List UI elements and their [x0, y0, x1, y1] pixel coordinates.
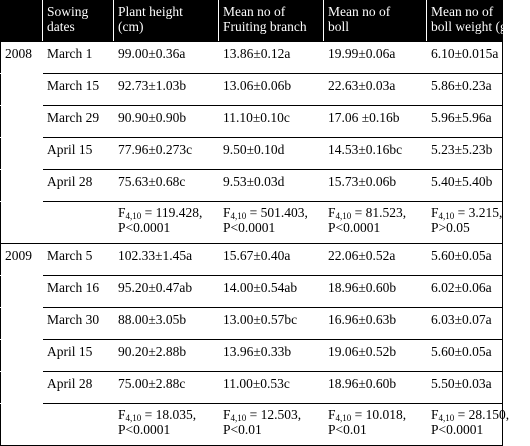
statistics-row	[1, 202, 503, 244]
anova-stat-cell	[114, 404, 219, 446]
table-row	[1, 372, 503, 404]
degrees-of-freedom: 4,10	[125, 413, 142, 423]
sowing-date-cell: March 15	[43, 74, 114, 106]
statistics-row	[1, 404, 503, 446]
boll-weight-cell: 5.96±5.96a	[427, 106, 503, 138]
sowing-date-cell: March 30	[43, 308, 114, 340]
header-fruiting-branch-line2: Fruiting branch	[223, 19, 307, 34]
degrees-of-freedom: 4,10	[125, 211, 142, 221]
boll-cell: 14.53±0.16bc	[324, 138, 427, 170]
anova-stat-cell	[219, 404, 324, 446]
fruiting-branch-cell: 11.10±0.10c	[219, 106, 324, 138]
fruiting-branch-cell: 13.06±0.06b	[219, 74, 324, 106]
f-symbol: F	[223, 205, 231, 220]
f-value: = 10.018,	[351, 407, 407, 422]
header-boll-line2: boll	[328, 19, 350, 34]
anova-stat-cell	[324, 202, 427, 244]
sowing-date-cell: March 1	[43, 42, 114, 74]
year-cell	[1, 372, 43, 404]
header-sowing-dates	[43, 1, 114, 42]
plant-height-cell: 90.90±0.90b	[114, 106, 219, 138]
plant-height-cell: 95.20±0.47ab	[114, 276, 219, 308]
header-sowing-dates-line2: dates	[47, 19, 75, 34]
plant-height-cell: 92.73±1.03b	[114, 74, 219, 106]
year-cell	[1, 170, 43, 202]
sowing-date-cell: March 5	[43, 244, 114, 276]
year-cell	[1, 138, 43, 170]
header-plant-height-line2: (cm)	[118, 19, 144, 34]
boll-cell: 16.96±0.63b	[324, 308, 427, 340]
f-symbol: F	[431, 205, 439, 220]
header-boll-line1: Mean no of	[328, 4, 391, 19]
degrees-of-freedom: 4,10	[335, 413, 352, 423]
table-row	[1, 340, 503, 372]
f-value: = 3.215,	[454, 205, 503, 220]
fruiting-branch-cell: 15.67±0.40a	[219, 244, 324, 276]
f-symbol: F	[223, 407, 231, 422]
fruiting-branch-cell: 13.00±0.57bc	[219, 308, 324, 340]
table-header-row	[1, 1, 503, 42]
degrees-of-freedom: 4,10	[335, 211, 352, 221]
p-value: P<0.0001	[328, 220, 381, 235]
p-value: P<0.0001	[118, 220, 171, 235]
boll-weight-cell: 5.40±5.40b	[427, 170, 503, 202]
p-value: P<0.01	[328, 422, 367, 437]
header-plant-height	[114, 1, 219, 42]
year-cell	[1, 202, 43, 244]
boll-cell: 18.96±0.60b	[324, 276, 427, 308]
fruiting-branch-cell: 14.00±0.54ab	[219, 276, 324, 308]
anova-stat-cell	[324, 404, 427, 446]
f-symbol: F	[431, 407, 439, 422]
degrees-of-freedom: 4,10	[230, 413, 247, 423]
table-row	[1, 276, 503, 308]
year-cell	[1, 404, 43, 446]
boll-weight-cell: 5.86±0.23a	[427, 74, 503, 106]
plant-height-cell: 99.00±0.36a	[114, 42, 219, 74]
sowing-date-cell: April 28	[43, 372, 114, 404]
plant-height-cell: 88.00±3.05b	[114, 308, 219, 340]
boll-weight-cell: 5.50±0.03a	[427, 372, 503, 404]
boll-cell: 17.06 ±0.16b	[324, 106, 427, 138]
boll-cell: 19.06±0.52b	[324, 340, 427, 372]
boll-weight-cell: 6.02±0.06a	[427, 276, 503, 308]
sowing-date-cell: April 15	[43, 138, 114, 170]
f-symbol: F	[328, 407, 336, 422]
year-cell	[1, 276, 43, 308]
boll-cell: 18.96±0.60b	[324, 372, 427, 404]
boll-weight-cell: 5.60±0.05a	[427, 244, 503, 276]
header-fruiting-branch-line1: Mean no of	[223, 4, 286, 19]
boll-cell: 22.06±0.52a	[324, 244, 427, 276]
table-row	[1, 42, 503, 74]
year-cell: 2008	[1, 42, 43, 74]
anova-stat-cell	[427, 404, 510, 446]
p-value: P<0.0001	[431, 422, 484, 437]
boll-cell: 19.99±0.06a	[324, 42, 427, 74]
sowing-date-cell: April 15	[43, 340, 114, 372]
table-row	[1, 138, 503, 170]
year-cell	[1, 106, 43, 138]
boll-cell: 22.63±0.03a	[324, 74, 427, 106]
plant-height-cell: 75.00±2.88c	[114, 372, 219, 404]
fruiting-branch-cell: 9.53±0.03d	[219, 170, 324, 202]
year-cell	[1, 340, 43, 372]
plant-height-cell: 77.96±0.273c	[114, 138, 219, 170]
table-row	[1, 244, 503, 276]
header-sowing-dates-line1: Sowing	[47, 4, 89, 19]
boll-weight-cell: 5.60±0.05a	[427, 340, 503, 372]
anova-stat-cell	[219, 202, 324, 244]
header-boll-weight	[427, 1, 516, 42]
degrees-of-freedom: 4,10	[230, 211, 247, 221]
f-symbol: F	[118, 205, 126, 220]
header-plant-height-line1: Plant height	[118, 4, 183, 19]
degrees-of-freedom: 4,10	[438, 211, 455, 221]
year-cell: 2009	[1, 244, 43, 276]
degrees-of-freedom: 4,10	[438, 413, 455, 423]
f-symbol: F	[118, 407, 126, 422]
plant-height-cell: 102.33±1.45a	[114, 244, 219, 276]
table-row	[1, 170, 503, 202]
boll-weight-cell: 6.03±0.07a	[427, 308, 503, 340]
empty-cell	[43, 202, 114, 244]
header-fruiting-branch	[219, 1, 324, 42]
p-value: P>0.05	[431, 220, 470, 235]
sowing-date-cell: March 16	[43, 276, 114, 308]
p-value: P<0.0001	[223, 220, 276, 235]
table-row	[1, 106, 503, 138]
table-row	[1, 308, 503, 340]
header-boll-weight-line1: Mean no of	[431, 4, 494, 19]
header-boll-weight-line2: boll weight (gr)	[431, 19, 516, 34]
year-cell	[1, 74, 43, 106]
boll-weight-cell: 6.10±0.015a	[427, 42, 503, 74]
empty-cell	[43, 404, 114, 446]
f-value: = 12.503,	[246, 407, 302, 422]
anova-stat-cell	[114, 202, 219, 244]
plant-height-cell: 90.20±2.88b	[114, 340, 219, 372]
f-value: = 28.150,	[454, 407, 510, 422]
sowing-date-cell: April 28	[43, 170, 114, 202]
fruiting-branch-cell: 13.96±0.33b	[219, 340, 324, 372]
plant-height-cell: 75.63±0.68c	[114, 170, 219, 202]
f-value: = 119.428,	[141, 205, 203, 220]
f-value: = 18.035,	[141, 407, 197, 422]
table-row	[1, 74, 503, 106]
year-cell	[1, 308, 43, 340]
f-symbol: F	[328, 205, 336, 220]
sowing-date-cell: March 29	[43, 106, 114, 138]
boll-cell: 15.73±0.06b	[324, 170, 427, 202]
p-value: P<0.0001	[118, 422, 171, 437]
f-value: = 81.523,	[351, 205, 407, 220]
p-value: P<0.01	[223, 422, 262, 437]
boll-weight-cell: 5.23±5.23b	[427, 138, 503, 170]
fruiting-branch-cell: 9.50±0.10d	[219, 138, 324, 170]
fruiting-branch-cell: 13.86±0.12a	[219, 42, 324, 74]
fruiting-branch-cell: 11.00±0.53c	[219, 372, 324, 404]
header-boll	[324, 1, 427, 42]
anova-stat-cell	[427, 202, 503, 244]
header-year	[1, 1, 43, 42]
f-value: = 501.403,	[246, 205, 308, 220]
